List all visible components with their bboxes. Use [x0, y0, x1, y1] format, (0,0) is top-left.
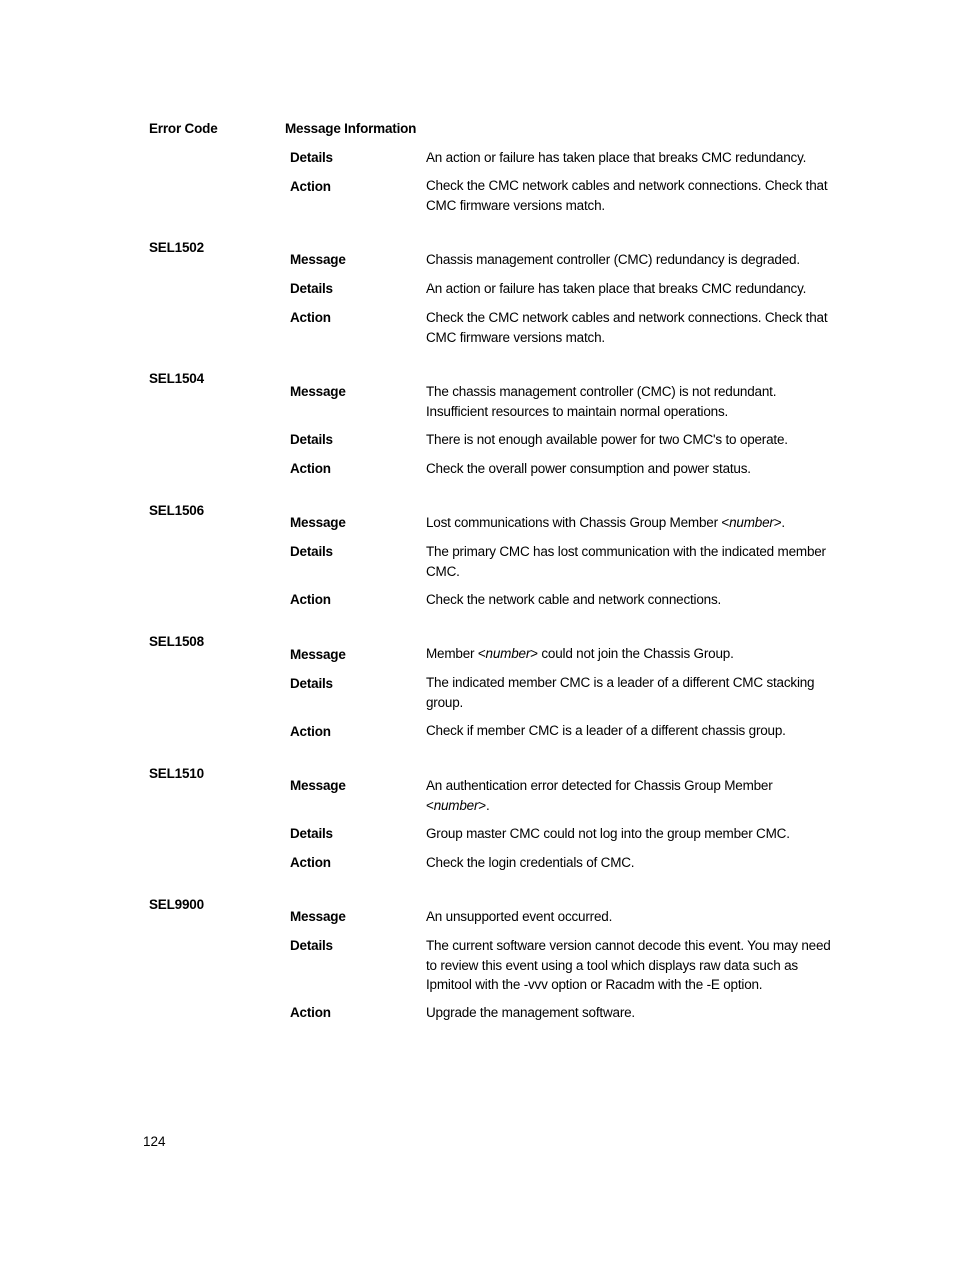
action-label: Action — [290, 179, 331, 194]
details-text: There is not enough available power for two CMC's to operate. — [426, 432, 788, 447]
message-text: Lost communications with Chassis Group Member <number>. — [426, 515, 785, 530]
error-code: SEL9900 — [149, 897, 204, 912]
action-text: Check the network cable and network connections. — [426, 592, 722, 607]
page-number: 124 — [143, 1134, 166, 1149]
action-label: Action — [290, 855, 331, 870]
action-text: Check if member CMC is a leader of a different chassis group. — [426, 723, 786, 738]
details-label: Details — [290, 544, 333, 559]
action-text: Check the CMC network cables and network connections. Check that CMC firmware versions match. — [426, 178, 828, 213]
action-text: Check the login credentials of CMC. — [426, 855, 635, 870]
details-text: The primary CMC has lost communication with the indicated member CMC. — [426, 544, 826, 579]
details-text: The current software version cannot decode this event. You may need to review this event using a tool which displays raw data such as Ipmitool with the -vvv option or Racadm with the -E option. — [426, 938, 831, 992]
action-label: Action — [290, 592, 331, 607]
details-text: An action or failure has taken place that breaks CMC redundancy. — [426, 281, 807, 296]
action-text: Upgrade the management software. — [426, 1005, 635, 1020]
placeholder-variable: number — [485, 646, 531, 661]
message-text: Chassis management controller (CMC) redundancy is degraded. — [426, 252, 800, 267]
action-label: Action — [290, 310, 331, 325]
details-label: Details — [290, 938, 333, 953]
placeholder-variable: number — [433, 797, 479, 813]
action-label: Action — [290, 461, 331, 476]
message-label: Message — [290, 384, 346, 399]
details-text: An action or failure has taken place that breaks CMC redundancy. — [426, 150, 807, 165]
details-label: Details — [290, 150, 333, 165]
message-label: Message — [290, 515, 346, 530]
details-text: Group master CMC could not log into the group member CMC. — [426, 826, 790, 841]
error-code: SEL1502 — [149, 240, 204, 255]
error-code: SEL1506 — [149, 503, 204, 518]
details-label: Details — [290, 432, 333, 447]
message-label: Message — [290, 909, 346, 924]
message-text: Member <number> could not join the Chassis Group. — [426, 646, 734, 661]
action-text: Check the overall power consumption and power status. — [426, 461, 751, 476]
column-header-error-code: Error Code — [149, 121, 218, 136]
message-label: Message — [290, 778, 346, 793]
details-text: The indicated member CMC is a leader of a different CMC stacking group. — [426, 675, 815, 710]
error-code: SEL1510 — [149, 766, 204, 781]
column-header-message-information: Message Information — [285, 121, 417, 136]
message-label: Message — [290, 647, 346, 662]
error-code: SEL1508 — [149, 634, 204, 649]
action-label: Action — [290, 1005, 331, 1020]
action-text: Check the CMC network cables and network connections. Check that CMC firmware versions match. — [426, 310, 828, 345]
action-label: Action — [290, 724, 331, 739]
details-label: Details — [290, 281, 333, 296]
message-text: The chassis management controller (CMC) is not redundant. Insufficient resources to maintain normal operations. — [426, 384, 777, 419]
error-code: SEL1504 — [149, 371, 204, 386]
message-text: An authentication error detected for Chassis Group Member <number>. — [426, 778, 773, 813]
details-label: Details — [290, 826, 333, 841]
message-text: An unsupported event occurred. — [426, 909, 613, 924]
message-label: Message — [290, 252, 346, 267]
placeholder-variable: number — [729, 515, 774, 530]
details-label: Details — [290, 676, 333, 691]
